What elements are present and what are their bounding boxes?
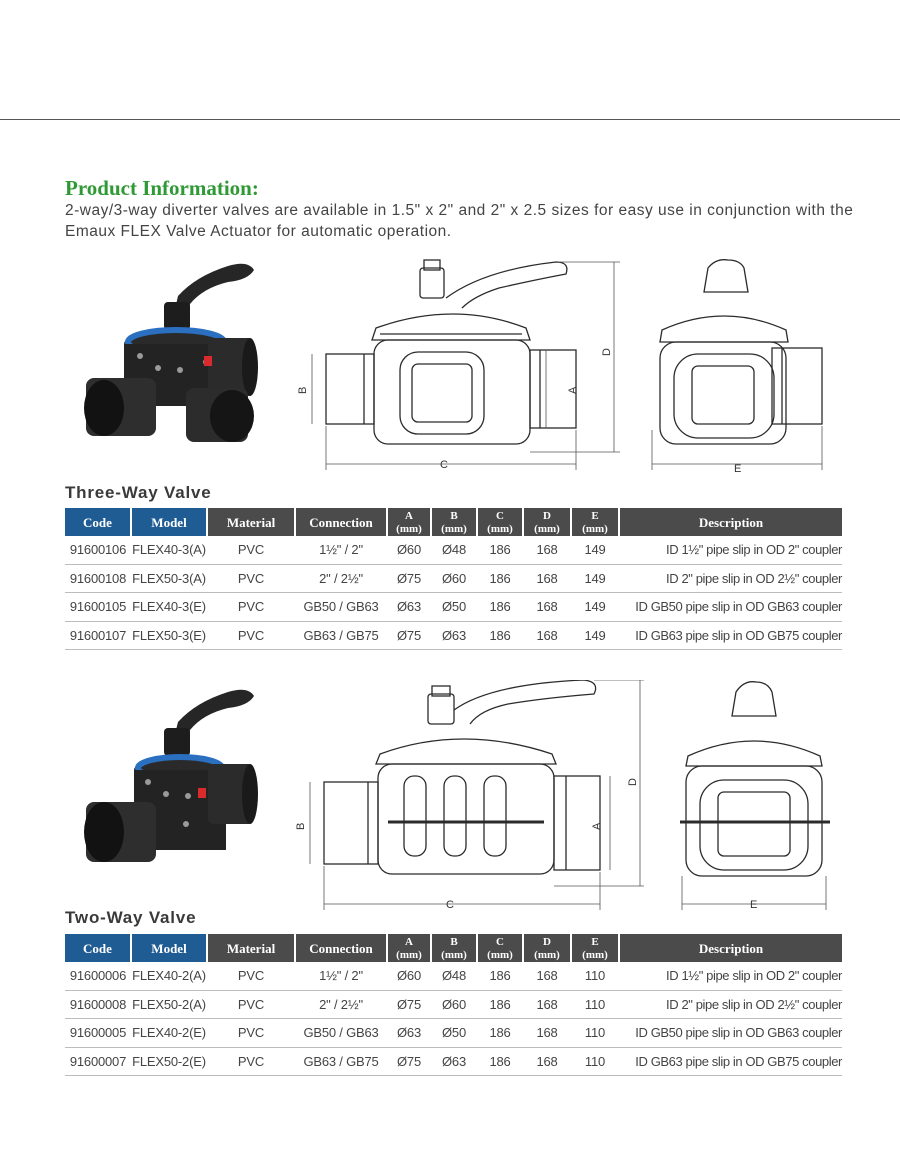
cell-description: ID GB50 pipe slip in OD GB63 coupler: [619, 593, 842, 622]
header-a: A (mm): [387, 934, 431, 962]
cell-model: FLEX40-3(E): [131, 593, 207, 622]
cell-material: PVC: [207, 621, 295, 650]
cell-connection: 2" / 2½": [295, 990, 387, 1019]
header-b: B (mm): [431, 934, 477, 962]
three-way-spec-table: [65, 508, 842, 650]
cell-model: FLEX40-3(A): [131, 536, 207, 564]
cell-e: 110: [571, 1019, 619, 1048]
header-d: D (mm): [523, 508, 571, 536]
header-connection: Connection: [295, 934, 387, 962]
table-row: [65, 990, 842, 1019]
cell-b: Ø63: [431, 1047, 477, 1076]
header-model: Model: [131, 508, 207, 536]
cell-b: Ø60: [431, 990, 477, 1019]
header-connection: Connection: [295, 508, 387, 536]
header-code: Code: [65, 508, 131, 536]
cell-connection: GB50 / GB63: [295, 1019, 387, 1048]
cell-d: 168: [523, 564, 571, 593]
table-row: [65, 564, 842, 593]
cell-a: Ø75: [387, 1047, 431, 1076]
three-way-header-row: [65, 508, 842, 536]
cell-code: 91600106: [65, 536, 131, 564]
cell-connection: 1½" / 2": [295, 536, 387, 564]
cell-connection: GB50 / GB63: [295, 593, 387, 622]
table-row: [65, 1019, 842, 1048]
header-material: Material: [207, 934, 295, 962]
cell-code: 91600006: [65, 962, 131, 990]
table-row: [65, 1047, 842, 1076]
cell-b: Ø50: [431, 593, 477, 622]
two-way-dim-a-label: A: [591, 822, 603, 830]
product-info-body: 2-way/3-way diverter valves are available in 1.5" x 2" and 2" x 2.5 sizes for easy use in conjunction with the Emaux FLEX Valve Actuator for automatic operation.: [65, 202, 854, 240]
header-e: E (mm): [571, 508, 619, 536]
cell-model: FLEX40-2(E): [131, 1019, 207, 1048]
cell-description: ID 2" pipe slip in OD 2½" coupler: [619, 990, 842, 1019]
cell-b: Ø50: [431, 1019, 477, 1048]
cell-e: 149: [571, 564, 619, 593]
cell-model: FLEX50-3(A): [131, 564, 207, 593]
cell-a: Ø60: [387, 536, 431, 564]
header-model: Model: [131, 934, 207, 962]
cell-material: PVC: [207, 1019, 295, 1048]
cell-code: 91600105: [65, 593, 131, 622]
three-way-side-drawing: [644, 256, 834, 478]
cell-c: 186: [477, 1019, 523, 1048]
three-way-front-drawing: [294, 256, 624, 478]
cell-code: 91600008: [65, 990, 131, 1019]
three-way-valve-title: Three-Way Valve: [65, 483, 212, 502]
cell-d: 168: [523, 1019, 571, 1048]
cell-d: 168: [523, 621, 571, 650]
cell-material: PVC: [207, 536, 295, 564]
cell-c: 186: [477, 990, 523, 1019]
three-way-dim-d-label: D: [601, 348, 613, 356]
two-way-spec-table: [65, 934, 842, 1076]
cell-description: ID 2" pipe slip in OD 2½" coupler: [619, 564, 842, 593]
cell-e: 110: [571, 962, 619, 990]
cell-e: 110: [571, 1047, 619, 1076]
cell-b: Ø63: [431, 621, 477, 650]
cell-a: Ø63: [387, 593, 431, 622]
cell-a: Ø60: [387, 962, 431, 990]
cell-model: FLEX40-2(A): [131, 962, 207, 990]
three-way-dim-c-label: C: [440, 459, 448, 471]
cell-connection: GB63 / GB75: [295, 1047, 387, 1076]
cell-e: 149: [571, 593, 619, 622]
cell-a: Ø75: [387, 621, 431, 650]
cell-material: PVC: [207, 990, 295, 1019]
product-info-title: Product Information:: [65, 176, 259, 200]
cell-description: ID GB63 pipe slip in OD GB75 coupler: [619, 621, 842, 650]
three-way-dim-b-label: B: [297, 386, 309, 394]
cell-description: ID 1½" pipe slip in OD 2" coupler: [619, 962, 842, 990]
cell-d: 168: [523, 990, 571, 1019]
cell-code: 91600108: [65, 564, 131, 593]
cell-code: 91600005: [65, 1019, 131, 1048]
cell-b: Ø48: [431, 962, 477, 990]
header-description: Description: [619, 508, 842, 536]
header-a: A (mm): [387, 508, 431, 536]
cell-d: 168: [523, 593, 571, 622]
cell-b: Ø48: [431, 536, 477, 564]
two-way-dim-c-label: C: [446, 899, 454, 911]
header-c: C (mm): [477, 508, 523, 536]
table-row: [65, 621, 842, 650]
cell-material: PVC: [207, 593, 295, 622]
cell-description: ID 1½" pipe slip in OD 2" coupler: [619, 536, 842, 564]
cell-c: 186: [477, 962, 523, 990]
cell-d: 168: [523, 536, 571, 564]
header-code: Code: [65, 934, 131, 962]
cell-b: Ø60: [431, 564, 477, 593]
cell-e: 149: [571, 536, 619, 564]
header-material: Material: [207, 508, 295, 536]
three-way-dim-a-label: A: [567, 386, 579, 394]
cell-model: FLEX50-2(A): [131, 990, 207, 1019]
table-row: [65, 536, 842, 564]
header-description: Description: [619, 934, 842, 962]
three-way-valve-photo: [78, 256, 260, 454]
two-way-valve-title: Two-Way Valve: [65, 908, 197, 927]
cell-connection: 1½" / 2": [295, 962, 387, 990]
header-d: D (mm): [523, 934, 571, 962]
two-way-dim-b-label: B: [295, 822, 307, 830]
cell-c: 186: [477, 564, 523, 593]
cell-material: PVC: [207, 564, 295, 593]
cell-a: Ø63: [387, 1019, 431, 1048]
cell-model: FLEX50-3(E): [131, 621, 207, 650]
header-e: E (mm): [571, 934, 619, 962]
cell-e: 149: [571, 621, 619, 650]
cell-material: PVC: [207, 962, 295, 990]
two-way-front-drawing: [294, 680, 644, 912]
cell-c: 186: [477, 593, 523, 622]
cell-a: Ø75: [387, 564, 431, 593]
cell-connection: GB63 / GB75: [295, 621, 387, 650]
table-row: [65, 962, 842, 990]
cell-material: PVC: [207, 1047, 295, 1076]
cell-model: FLEX50-2(E): [131, 1047, 207, 1076]
cell-code: 91600007: [65, 1047, 131, 1076]
two-way-dim-d-label: D: [627, 778, 639, 786]
three-way-dim-e-label: E: [734, 463, 742, 475]
cell-c: 186: [477, 621, 523, 650]
header-b: B (mm): [431, 508, 477, 536]
header-c: C (mm): [477, 934, 523, 962]
cell-code: 91600107: [65, 621, 131, 650]
cell-c: 186: [477, 536, 523, 564]
cell-description: ID GB63 pipe slip in OD GB75 coupler: [619, 1047, 842, 1076]
two-way-header-row: [65, 934, 842, 962]
cell-d: 168: [523, 1047, 571, 1076]
cell-e: 110: [571, 990, 619, 1019]
cell-a: Ø75: [387, 990, 431, 1019]
two-way-side-drawing: [672, 680, 840, 912]
cell-d: 168: [523, 962, 571, 990]
cell-description: ID GB50 pipe slip in OD GB63 coupler: [619, 1019, 842, 1048]
two-way-dim-e-label: E: [750, 899, 758, 911]
cell-c: 186: [477, 1047, 523, 1076]
two-way-valve-photo: [78, 684, 260, 882]
table-row: [65, 593, 842, 622]
top-divider-line: [0, 119, 900, 120]
cell-connection: 2" / 2½": [295, 564, 387, 593]
